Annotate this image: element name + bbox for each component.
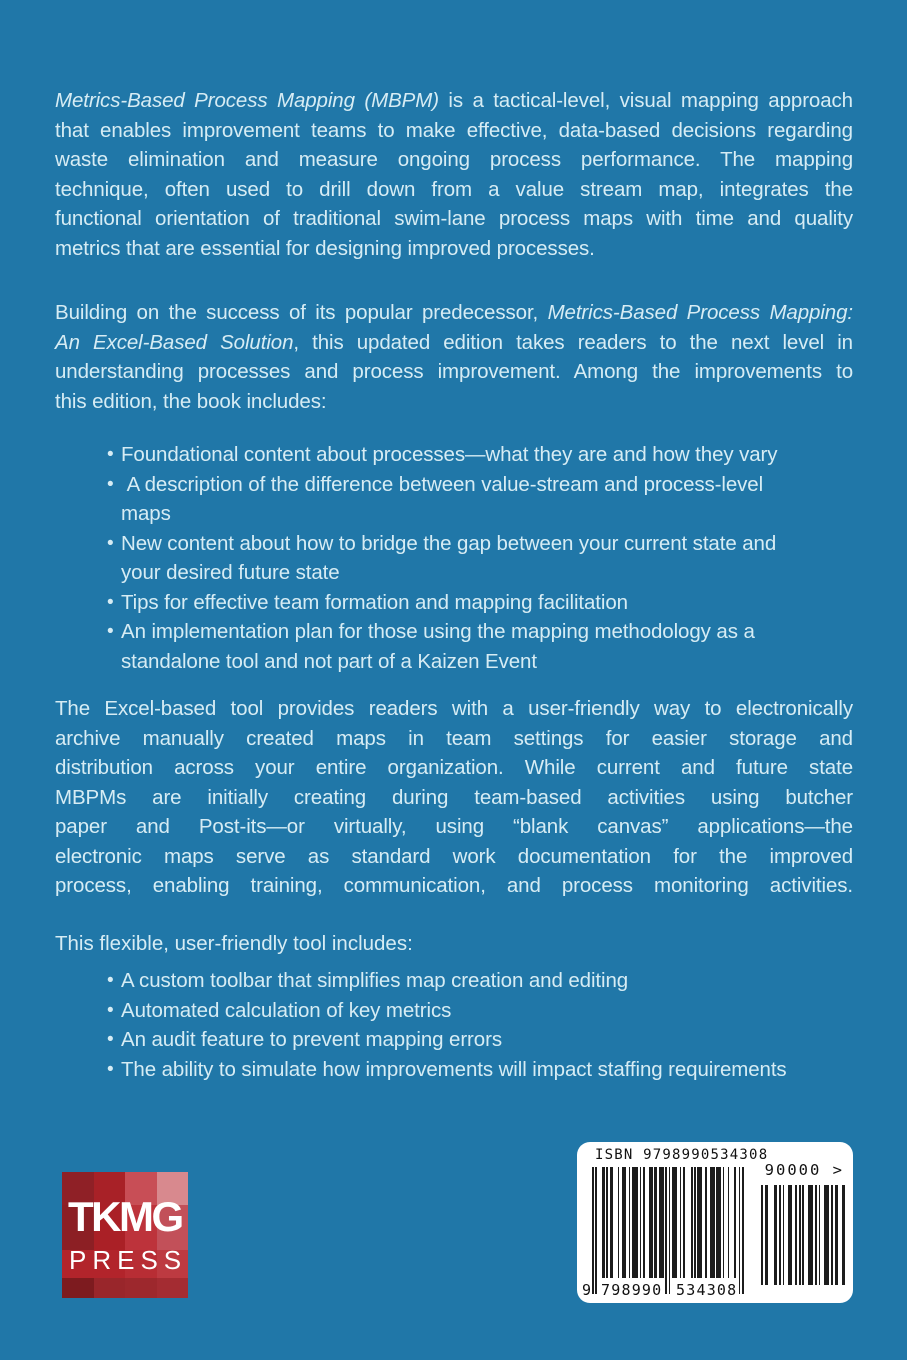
isbn-barcode xyxy=(577,1142,853,1303)
text-line: electronic maps serve as standard work documentation for the improved xyxy=(55,844,853,868)
text-line: process, enabling training, communication, and process monitoring activities. xyxy=(55,874,853,897)
barcode-digit-prefix: 9 xyxy=(582,1281,593,1299)
ean13-bars xyxy=(592,1167,744,1294)
text-line: functional orientation of traditional swim-lane process maps with time and quality xyxy=(55,207,853,230)
barcode-digit-group1: 798990 xyxy=(601,1281,663,1299)
tool-intro-line: This flexible, user-friendly tool includes: xyxy=(55,931,413,955)
back-cover-text xyxy=(55,0,853,1084)
publisher-logo xyxy=(62,1172,188,1298)
bullet-item: • An audit feature to prevent mapping errors xyxy=(121,1025,853,1055)
synopsis-paragraph-1 xyxy=(55,86,853,263)
logo-text-tkmg: TKMG xyxy=(68,1193,182,1240)
text-line: Metrics-Based Process Mapping (MBPM) is a tactical-level, visual mapping approach xyxy=(55,89,853,112)
bullet-item: • A custom toolbar that simplifies map creation and editing xyxy=(121,966,853,996)
bullet-item: • An implementation plan for those using the mapping methodology as a standalone tool and not part of a Kaizen Event xyxy=(121,617,853,676)
text-line: An Excel-Based Solution, this updated edition takes readers to the next level in xyxy=(55,330,853,354)
text-line: understanding processes and process improvement. Among the improvements to xyxy=(55,360,853,383)
text-line: technique, often used to drill down from a value stream map, integrates the xyxy=(55,177,853,201)
bullet-item: • Tips for effective team formation and mapping facilitation xyxy=(121,588,853,618)
bullet-item: • Foundational content about processes—what they are and how they vary xyxy=(121,440,853,470)
text-line: archive manually created maps in team settings for easier storage and xyxy=(55,726,853,750)
synopsis-paragraph-2 xyxy=(55,298,853,416)
edition-features-list xyxy=(55,440,853,676)
logo-text-press: PRESS xyxy=(69,1245,188,1275)
isbn-label: ISBN 9798990534308 xyxy=(595,1147,769,1163)
text-line: Building on the success of its popular predecessor, Metrics-Based Process Mapping: xyxy=(55,301,853,324)
text-line: waste elimination and measure ongoing process performance. The mapping xyxy=(55,148,853,171)
tool-features-list xyxy=(55,966,853,1084)
text-line: The Excel-based tool provides readers with a user-friendly way to electronically xyxy=(55,697,853,720)
addon-bars xyxy=(761,1185,845,1285)
barcode-digit-group2: 534308 xyxy=(676,1281,738,1299)
text-line: metrics that are essential for designing improved processes. xyxy=(55,236,595,260)
bullet-item: • A description of the difference between value-stream and process-level maps xyxy=(121,470,853,529)
bullet-item: • Automated calculation of key metrics xyxy=(121,996,853,1026)
text-line: distribution across your entire organization. While current and future state xyxy=(55,756,853,779)
price-code: 90000 > xyxy=(764,1161,844,1179)
text-line: MBPMs are initially creating during team-based activities using butcher xyxy=(55,785,853,809)
text-line: paper and Post-its—or virtually, using “blank canvas” applications—the xyxy=(55,815,853,838)
bullet-item: • The ability to simulate how improvements will impact staffing requirements xyxy=(121,1055,853,1085)
text-line: this edition, the book includes: xyxy=(55,389,327,413)
synopsis-paragraph-3 xyxy=(55,694,853,901)
bullet-item: • New content about how to bridge the gap between your current state and your desired future state xyxy=(121,529,853,588)
text-line: that enables improvement teams to make effective, data-based decisions regarding xyxy=(55,118,853,142)
